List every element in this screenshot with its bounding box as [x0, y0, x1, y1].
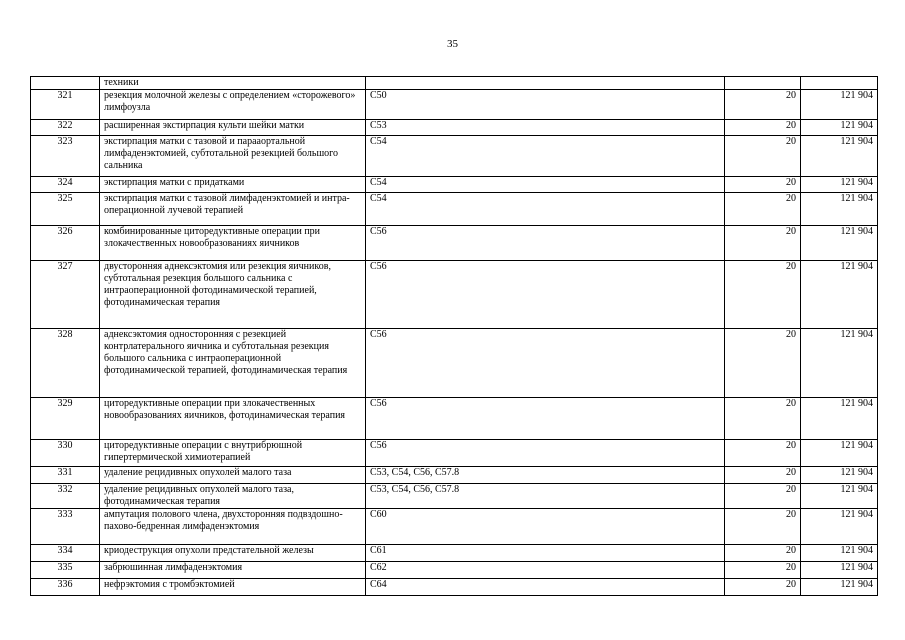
cell-tariff: 121 904: [801, 509, 878, 545]
table-row: [31, 440, 878, 467]
cell-tariff: 121 904: [801, 120, 878, 136]
cell-codes: C53, C54, C56, C57.8: [366, 484, 725, 509]
cell-tariff: 121 904: [801, 545, 878, 562]
cell-codes: C54: [366, 193, 725, 226]
cell-name: экстирпация матки с придатками: [100, 177, 366, 193]
cell-codes: C64: [366, 579, 725, 596]
cell-name: забрюшинная лимфаденэктомия: [100, 562, 366, 579]
cell-codes: C56: [366, 440, 725, 467]
cell-num: 333: [31, 509, 100, 545]
cell-num: 321: [31, 90, 100, 120]
cell-vm: 20: [725, 226, 801, 261]
cell-name: ампутация полового члена, двухсторонняя подвздошно-пахово-бедренная лимфаденэктомия: [100, 509, 366, 545]
cell-codes: C50: [366, 90, 725, 120]
cell-num: 326: [31, 226, 100, 261]
cell-name: экстирпация матки с тазовой лимфаденэктомией и интра-операционной лучевой терапией: [100, 193, 366, 226]
table-row: [31, 329, 878, 398]
cell-num: 324: [31, 177, 100, 193]
cell-vm: 20: [725, 136, 801, 177]
table-row: [31, 484, 878, 509]
cell-num: 332: [31, 484, 100, 509]
table-row-continuation: [31, 77, 878, 90]
table-row: [31, 398, 878, 440]
cell-num: 329: [31, 398, 100, 440]
cell-name: резекция молочной железы с определением «сторожевого» лимфоузла: [100, 90, 366, 120]
cell-num: 322: [31, 120, 100, 136]
cell-num: 328: [31, 329, 100, 398]
cell-vm: 20: [725, 261, 801, 329]
table-row: [31, 177, 878, 193]
cell-vm: 20: [725, 545, 801, 562]
cell-codes: C56: [366, 398, 725, 440]
cell-vm: 20: [725, 440, 801, 467]
cell-name: двусторонняя аднексэктомия или резекция яичников, субтотальная резекция большого сальника с интраоперационной фотодинамической терапией, фотодинамическая терапия: [100, 261, 366, 329]
cell-tariff: 121 904: [801, 193, 878, 226]
cell-name: нефрэктомия с тромбэктомией: [100, 579, 366, 596]
cell-tariff: 121 904: [801, 177, 878, 193]
cell-name: циторедуктивные операции при злокачественных новообразованиях яичников, фотодинамическая терапия: [100, 398, 366, 440]
cell-tariff: 121 904: [801, 562, 878, 579]
cell-codes: C53, C54, C56, C57.8: [366, 467, 725, 484]
cell-vm: 20: [725, 90, 801, 120]
cell-num: 327: [31, 261, 100, 329]
table-row: [31, 120, 878, 136]
cell-num: 325: [31, 193, 100, 226]
cell-tariff: 121 904: [801, 440, 878, 467]
cell-name: удаление рецидивных опухолей малого таза: [100, 467, 366, 484]
cell-tariff: 121 904: [801, 579, 878, 596]
table-row: [31, 467, 878, 484]
cell-vm: 20: [725, 193, 801, 226]
table-row: [31, 509, 878, 545]
table-row: [31, 562, 878, 579]
cell-name: криодеструкция опухоли предстательной железы: [100, 545, 366, 562]
cell-num: 323: [31, 136, 100, 177]
cell-codes: C62: [366, 562, 725, 579]
cell-vm: 20: [725, 562, 801, 579]
cell-vm: 20: [725, 467, 801, 484]
cell-tariff: 121 904: [801, 90, 878, 120]
cell-num: 334: [31, 545, 100, 562]
cell-tariff: 121 904: [801, 329, 878, 398]
page-number: 35: [447, 38, 458, 50]
cell-name: техники: [100, 77, 366, 90]
cell-vm: [725, 77, 801, 90]
cell-codes: [366, 77, 725, 90]
cell-name: удаление рецидивных опухолей малого таза, фотодинамическая терапия: [100, 484, 366, 509]
cell-codes: C53: [366, 120, 725, 136]
table-row: [31, 193, 878, 226]
cell-codes: C56: [366, 329, 725, 398]
table-row: [31, 226, 878, 261]
cell-vm: 20: [725, 579, 801, 596]
table-row: [31, 261, 878, 329]
cell-name: аднексэктомия односторонняя с резекцией контрлатерального яичника и субтотальная резекция большого сальника с интраоперационной фотодинамической терапией, фотодинамическая терапия: [100, 329, 366, 398]
cell-name: циторедуктивные операции с внутрибрюшной гипертермической химиотерапией: [100, 440, 366, 467]
cell-num: 335: [31, 562, 100, 579]
cell-num: 331: [31, 467, 100, 484]
table-row: [31, 90, 878, 120]
cell-vm: 20: [725, 398, 801, 440]
cell-codes: C56: [366, 226, 725, 261]
cell-codes: C60: [366, 509, 725, 545]
cell-tariff: 121 904: [801, 484, 878, 509]
table-row: [31, 136, 878, 177]
procedures-table: [30, 76, 878, 596]
cell-vm: 20: [725, 329, 801, 398]
cell-vm: 20: [725, 484, 801, 509]
cell-vm: 20: [725, 509, 801, 545]
cell-codes: C56: [366, 261, 725, 329]
cell-vm: 20: [725, 177, 801, 193]
cell-tariff: 121 904: [801, 398, 878, 440]
cell-tariff: [801, 77, 878, 90]
cell-name: комбинированные циторедуктивные операции при злокачественных новообразованиях яичников: [100, 226, 366, 261]
cell-vm: 20: [725, 120, 801, 136]
cell-tariff: 121 904: [801, 136, 878, 177]
cell-tariff: 121 904: [801, 261, 878, 329]
cell-num: [31, 77, 100, 90]
cell-codes: C54: [366, 136, 725, 177]
cell-name: расширенная экстирпация культи шейки матки: [100, 120, 366, 136]
cell-num: 336: [31, 579, 100, 596]
cell-codes: C61: [366, 545, 725, 562]
cell-name: экстирпация матки с тазовой и парааортальной лимфаденэктомией, субтотальной резекцией большого сальника: [100, 136, 366, 177]
cell-tariff: 121 904: [801, 467, 878, 484]
cell-codes: C54: [366, 177, 725, 193]
cell-num: 330: [31, 440, 100, 467]
table-row: [31, 579, 878, 596]
cell-tariff: 121 904: [801, 226, 878, 261]
table-row: [31, 545, 878, 562]
